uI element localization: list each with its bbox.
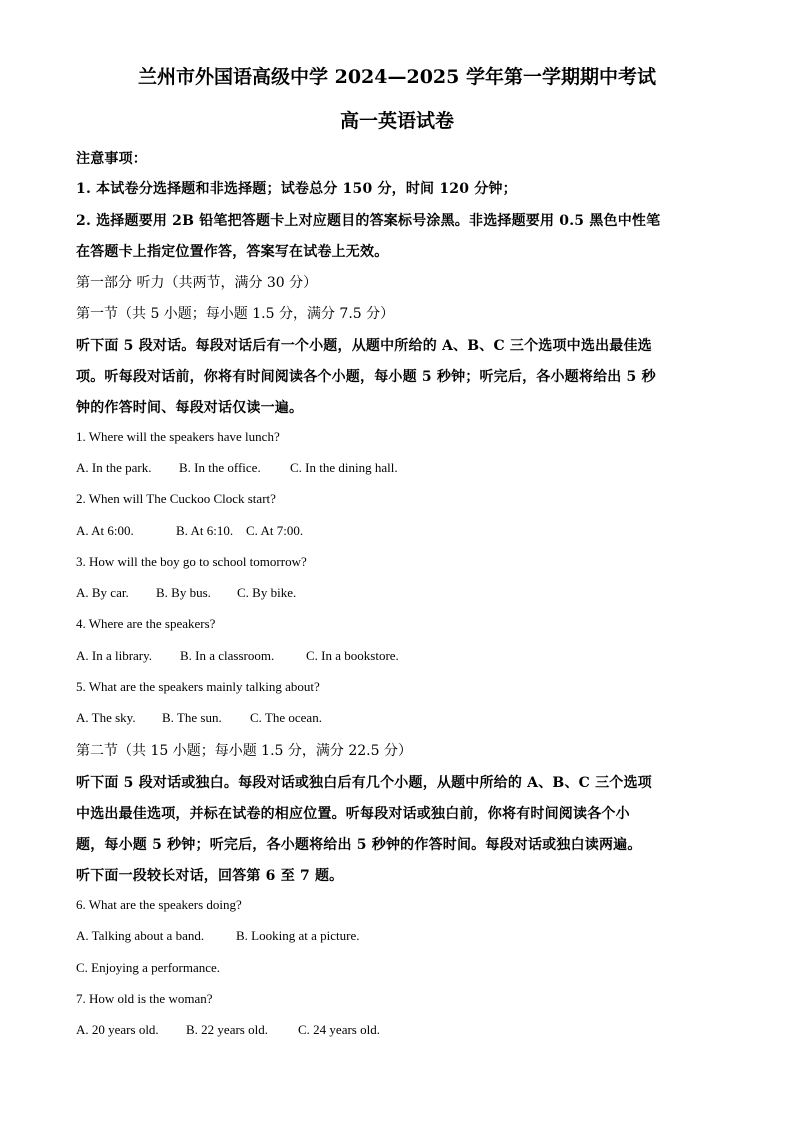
- exam-subtitle: 高一英语试卷: [339, 110, 454, 132]
- question-2: 2. When will The Cuckoo Clock start?: [76, 491, 276, 506]
- section1-instruction-line-1: 听下面 5 段对话。每段对话后有一个小题，从题中所给的 A、B、C 三个选项中选出最佳选: [76, 338, 652, 354]
- question-7-options: [76, 1022, 380, 1038]
- part1-heading: 第一部分 听力（共两节，满分 30 分）: [76, 275, 318, 291]
- question-6: 6. What are the speakers doing?: [76, 897, 242, 912]
- option-c: C. The ocean.: [250, 710, 322, 725]
- notes-item-2-line-2: 在答题卡上指定位置作答，答案写在试卷上无效。: [76, 244, 389, 260]
- exam-title: 兰州市外国语高级中学 2024—2025 学年第一学期期中考试: [138, 66, 656, 88]
- question-3-options: [76, 585, 296, 601]
- option-c: C. At 7:00.: [246, 523, 304, 538]
- notes-item-1: 1. 本试卷分选择题和非选择题；试卷总分 150 分，时间 120 分钟；: [76, 181, 517, 197]
- option-b: B. By bus.: [156, 585, 211, 600]
- option-b: B. At 6:10.: [176, 523, 234, 538]
- option-b: B. 22 years old.: [186, 1022, 268, 1037]
- section2-heading: 第二节（共 15 小题；每小题 1.5 分，满分 22.5 分）: [76, 743, 412, 759]
- option-a: A. 20 years old.: [76, 1022, 159, 1037]
- question-7: 7. How old is the woman?: [76, 991, 213, 1006]
- option-a: A. In a library.: [76, 648, 153, 663]
- section2-instruction-line-3: 题，每小题 5 秒钟；听完后，各小题将给出 5 秒钟的作答时间。每段对话或独白读两遍。: [76, 837, 642, 853]
- option-a: A. The sky.: [76, 710, 136, 725]
- question-1: 1. Where will the speakers have lunch?: [76, 429, 280, 444]
- option-b: B. The sun.: [162, 710, 222, 725]
- question-3: 3. How will the boy go to school tomorrow?: [76, 554, 307, 569]
- section2-sub-instruction: 听下面一段较长对话，回答第 6 至 7 题。: [76, 868, 344, 884]
- option-a: A. Talking about a band.: [76, 928, 205, 943]
- notes-heading: 注意事项：: [76, 151, 147, 167]
- notes-item-2-line-1: 2. 选择题要用 2B 铅笔把答题卡上对应题目的答案标号涂黑。非选择题要用 0.5 黑色中性笔: [76, 213, 661, 229]
- question-6-options: [76, 928, 359, 944]
- option-b: B. In a classroom.: [180, 648, 275, 663]
- section1-heading: 第一节（共 5 小题；每小题 1.5 分，满分 7.5 分）: [76, 306, 395, 322]
- question-4: 4. Where are the speakers?: [76, 616, 216, 631]
- option-c: C. 24 years old.: [298, 1022, 380, 1037]
- section1-instruction-line-2: 项。听每段对话前，你将有时间阅读各个小题，每小题 5 秒钟；听完后，各小题将给出 5 秒: [76, 369, 656, 385]
- section1-instruction-line-3: 钟的作答时间、每段对话仅读一遍。: [76, 400, 304, 416]
- section2-instruction-line-1: 听下面 5 段对话或独白。每段对话或独白后有几个小题，从题中所给的 A、B、C 三个选项: [76, 775, 652, 791]
- question-2-options: [76, 523, 303, 539]
- section2-instruction-line-2: 中选出最佳选项，并标在试卷的相应位置。听每段对话或独白前，你将有时间阅读各个小: [76, 806, 630, 822]
- question-5: 5. What are the speakers mainly talking about?: [76, 679, 320, 694]
- option-c: C. In the dining hall.: [290, 460, 398, 475]
- question-5-options: [76, 710, 322, 726]
- option-a: A. In the park.: [76, 460, 152, 475]
- option-a: A. At 6:00.: [76, 523, 134, 538]
- option-b: B. Looking at a picture.: [236, 928, 360, 943]
- option-a: A. By car.: [76, 585, 129, 600]
- question-1-options: [76, 460, 398, 476]
- question-4-options: [76, 648, 399, 664]
- option-c: C. In a bookstore.: [306, 648, 399, 663]
- option-b: B. In the office.: [179, 460, 261, 475]
- question-6-option-c: C. Enjoying a performance.: [76, 960, 221, 975]
- option-c: C. By bike.: [237, 585, 297, 600]
